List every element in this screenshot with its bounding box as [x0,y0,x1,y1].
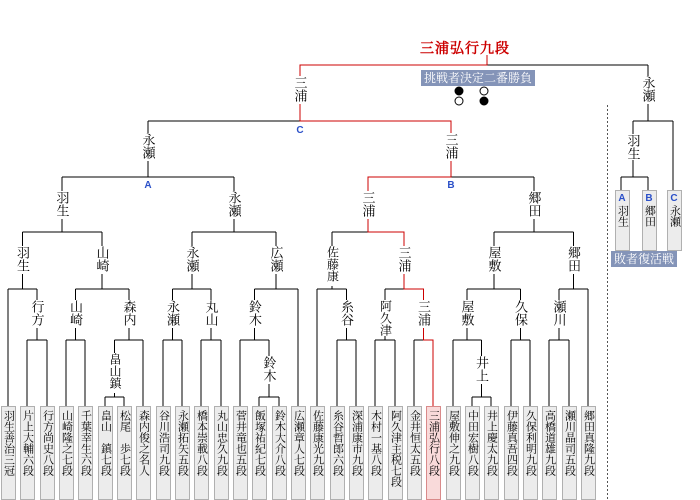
player-box: 深浦康市九段 [349,406,364,500]
champion-name: 三浦弘行九段 [420,40,510,56]
junction-winner-pw2: 鈴木 [261,356,277,382]
junction-winner-r3_1: 羽生 [54,191,70,217]
player-box: 三浦弘行八段 [426,406,441,500]
junction-winner-r2_2: 三浦 [443,133,459,159]
player-box: 羽生善治三冠 [1,406,16,500]
junction-winner-r4_7: 屋敷 [486,246,502,272]
player-box: 鈴木大介八段 [272,406,287,500]
player-box: 山崎隆之七段 [59,406,74,500]
player-box: 谷川浩司九段 [156,406,171,500]
player-box: 永瀬拓矢五段 [175,406,190,500]
player-box: 佐藤康光九段 [310,406,325,500]
loss-circle-filled [480,97,488,105]
junction-winner-r3_3: 三浦 [360,191,376,217]
player-box: 畠山 鎮七段 [98,406,113,500]
junction-winner-r5_6: 鈴木 [247,300,262,326]
junction-winner-r4_4: 広瀬 [268,246,284,272]
player-box: 丸山忠久九段 [214,406,229,500]
junction-winner-r5_1: 行方 [29,300,45,326]
junction-winner-r5_4: 永瀬 [165,300,180,326]
player-box: 高橋道雄九段 [542,406,557,500]
junction-winner-r3_4: 郷田 [526,191,542,217]
player-box: 森内俊之名人 [136,406,151,500]
loss-circle-filled [455,87,463,95]
junction-winner-rep_mid: 羽生 [625,134,641,160]
player-box: 金井恒太五段 [407,406,422,500]
win-circle-open [480,87,488,95]
player-box: 久保利明九段 [523,406,538,500]
loser-marker-C: C [296,125,304,136]
repechage-slot-letter: C [670,193,678,204]
junction-winner-r3_2: 永瀬 [226,191,242,217]
repechage-slot-C [667,190,682,251]
repechage-slot-B [642,190,657,251]
junction-winner-r4_8: 郷田 [566,246,581,272]
player-box: 木村一基八段 [368,406,383,500]
junction-winner-r4_3: 永瀬 [184,246,200,272]
win-circle-open [455,97,463,105]
repechage-label: 敗者復活戦 [611,251,677,267]
junction-winner-r1_main: 三浦 [292,76,308,102]
player-box: 阿久津主税七段 [388,406,403,500]
junction-winner-r5_3: 森内 [121,300,137,326]
junction-winner-r5_12: 瀬川 [551,300,567,326]
junction-winner-r5_10: 屋敷 [459,300,475,326]
game-result-circles [455,87,488,105]
player-box: 瀬川晶司五段 [562,406,577,500]
junction-winner-pw1: 畠山鎮 [107,353,122,393]
player-box: 井上慶太九段 [484,406,499,500]
loser-marker-B: B [447,180,455,191]
player-box: 伊藤真吾四段 [504,406,519,500]
junction-winner-r5_9: 三浦 [416,300,431,326]
repechage-slot-name: 郷田 [643,205,656,227]
junction-winner-r5_11: 久保 [513,300,528,326]
junction-winner-r5_2: 山崎 [68,300,83,326]
player-box: 広瀬章人七段 [291,406,306,500]
junction-winner-r4_2: 山崎 [94,246,110,272]
junction-winner-r5_7: 糸谷 [339,300,354,326]
loser-marker-A: A [144,180,152,191]
player-box: 橋本崇載八段 [194,406,209,500]
junction-winner-r2_1: 永瀬 [140,133,156,159]
junction-winner-r5_5: 丸山 [203,300,219,326]
player-box: 中田宏樹八段 [465,406,480,500]
final-match-label: 挑戦者決定二番勝負 [421,70,535,86]
repechage-slot-name: 羽生 [616,205,629,227]
junction-winner-r4_1: 羽生 [15,246,30,272]
repechage-slot-letter: B [645,193,653,204]
player-box: 郷田真隆九段 [581,406,596,500]
player-box: 松尾 歩七段 [117,406,132,500]
player-box: 千葉幸生六段 [78,406,93,500]
player-box: 片上大輔六段 [20,406,35,500]
player-box: 飯塚祐紀七段 [252,406,267,500]
junction-winner-r1_rep: 永瀬 [640,76,656,102]
repechage-slot-A [615,190,630,251]
player-box: 糸谷哲郎六段 [330,406,345,500]
repechage-slot-name: 永瀬 [668,205,681,227]
player-box: 屋敷伸之九段 [446,406,461,500]
player-box: 菅井竜也五段 [233,406,248,500]
junction-winner-r5_8: 阿久津 [378,300,393,336]
junction-winner-pw3: 井上 [474,356,489,382]
junction-winner-r4_6: 三浦 [396,246,412,272]
repechage-slot-letter: A [618,193,626,204]
junction-winner-r4_5: 佐藤康 [325,246,340,286]
player-box: 行方尚史八段 [40,406,55,500]
winner-path-red [300,55,487,406]
